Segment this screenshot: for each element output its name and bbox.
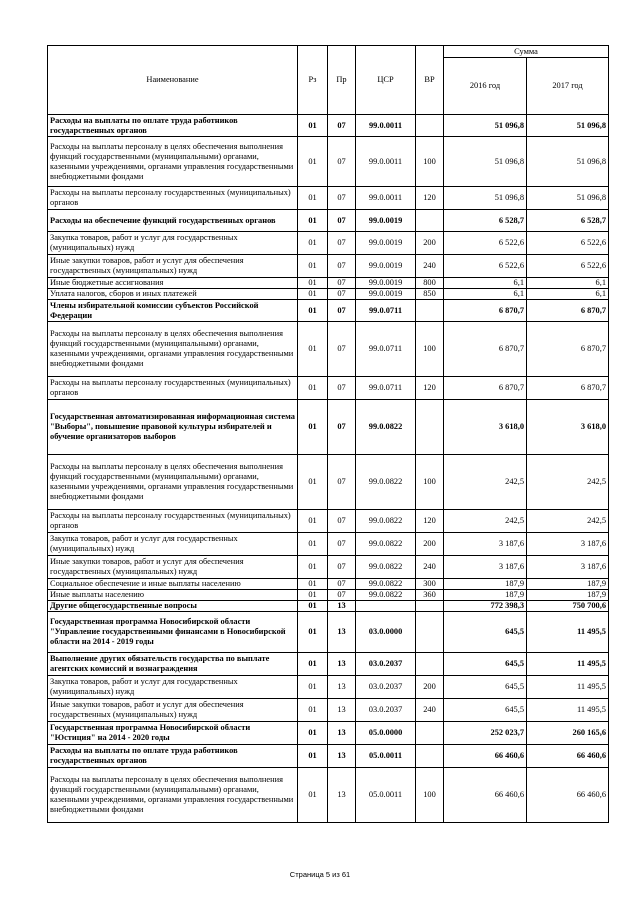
table-row <box>48 255 609 278</box>
row-value-2017: 6 522,6 <box>527 232 609 255</box>
row-vr <box>416 300 444 322</box>
row-name: Расходы на выплаты персоналу государственных (муниципальных) органов <box>48 377 298 400</box>
row-name: Закупка товаров, работ и услуг для государственных (муниципальных) нужд <box>48 676 298 699</box>
table-row <box>48 722 609 745</box>
row-name: Расходы на обеспечение функций государственных органов <box>48 210 298 232</box>
row-value-2017: 6 870,7 <box>527 300 609 322</box>
table-row <box>48 278 609 289</box>
row-rz: 01 <box>298 612 328 653</box>
row-vr: 850 <box>416 289 444 300</box>
header-year-2017: 2017 год <box>527 58 609 115</box>
row-vr: 100 <box>416 768 444 823</box>
row-csr: 05.0.0011 <box>356 745 416 768</box>
row-vr <box>416 400 444 455</box>
row-value-2016: 66 460,6 <box>444 745 527 768</box>
row-csr: 99.0.0822 <box>356 533 416 556</box>
row-csr: 99.0.0822 <box>356 510 416 533</box>
row-csr: 99.0.0019 <box>356 278 416 289</box>
row-pr: 07 <box>328 510 356 533</box>
table-row <box>48 590 609 601</box>
row-value-2016: 645,5 <box>444 676 527 699</box>
row-csr: 99.0.0822 <box>356 455 416 510</box>
row-pr: 07 <box>328 579 356 590</box>
row-csr: 99.0.0711 <box>356 300 416 322</box>
row-value-2017: 66 460,6 <box>527 745 609 768</box>
row-rz: 01 <box>298 255 328 278</box>
row-name: Государственная программа Новосибирской области "Управление государственными финансами в Новосибирской области на 2014 - 2019 годы <box>48 612 298 653</box>
row-value-2016: 645,5 <box>444 612 527 653</box>
row-rz: 01 <box>298 400 328 455</box>
row-name: Члены избирательной комиссии субъектов Российской Федерации <box>48 300 298 322</box>
row-vr: 100 <box>416 455 444 510</box>
table-row <box>48 232 609 255</box>
row-name: Расходы на выплаты по оплате труда работников государственных органов <box>48 745 298 768</box>
row-rz: 01 <box>298 137 328 187</box>
row-value-2016: 6 870,7 <box>444 377 527 400</box>
row-name: Другие общегосударственные вопросы <box>48 601 298 612</box>
row-pr: 13 <box>328 745 356 768</box>
row-value-2017: 3 187,6 <box>527 556 609 579</box>
row-rz: 01 <box>298 722 328 745</box>
row-name: Расходы на выплаты персоналу в целях обеспечения выполнения функций государственными (муниципальными) органами, казенными учреждениями, органами управления государственными внебюджетными фондами <box>48 322 298 377</box>
table-row <box>48 510 609 533</box>
table-row <box>48 653 609 676</box>
row-value-2016: 187,9 <box>444 590 527 601</box>
row-vr: 200 <box>416 676 444 699</box>
header-vr: ВР <box>416 46 444 115</box>
row-vr <box>416 653 444 676</box>
row-rz: 01 <box>298 676 328 699</box>
row-csr <box>356 601 416 612</box>
row-pr: 07 <box>328 187 356 210</box>
row-csr: 03.0.2037 <box>356 676 416 699</box>
row-pr: 13 <box>328 653 356 676</box>
row-name: Уплата налогов, сборов и иных платежей <box>48 289 298 300</box>
row-name: Расходы на выплаты по оплате труда работников государственных органов <box>48 115 298 137</box>
row-pr: 07 <box>328 232 356 255</box>
header-name: Наименование <box>48 46 298 115</box>
row-pr: 13 <box>328 699 356 722</box>
row-rz: 01 <box>298 601 328 612</box>
row-name: Государственная программа Новосибирской области "Юстиция" на 2014 - 2020 годы <box>48 722 298 745</box>
row-name: Закупка товаров, работ и услуг для государственных (муниципальных) нужд <box>48 533 298 556</box>
table-row <box>48 455 609 510</box>
row-pr: 13 <box>328 768 356 823</box>
row-csr: 99.0.0019 <box>356 210 416 232</box>
table-row <box>48 289 609 300</box>
table-row <box>48 745 609 768</box>
row-name: Расходы на выплаты персоналу в целях обеспечения выполнения функций государственными (муниципальными) органами, казенными учреждениями, органами управления государственными внебюджетными фондами <box>48 455 298 510</box>
row-vr: 240 <box>416 556 444 579</box>
row-value-2017: 6,1 <box>527 289 609 300</box>
row-pr: 13 <box>328 722 356 745</box>
row-name: Закупка товаров, работ и услуг для государственных (муниципальных) нужд <box>48 232 298 255</box>
row-value-2016: 3 187,6 <box>444 556 527 579</box>
row-value-2017: 11 495,5 <box>527 699 609 722</box>
row-vr <box>416 210 444 232</box>
row-value-2016: 51 096,8 <box>444 137 527 187</box>
row-pr: 07 <box>328 533 356 556</box>
row-value-2016: 6 870,7 <box>444 300 527 322</box>
row-value-2016: 6,1 <box>444 278 527 289</box>
row-value-2016: 3 618,0 <box>444 400 527 455</box>
row-rz: 01 <box>298 377 328 400</box>
header-csr: ЦСР <box>356 46 416 115</box>
row-pr: 07 <box>328 137 356 187</box>
row-csr: 99.0.0019 <box>356 289 416 300</box>
table-row <box>48 300 609 322</box>
row-vr: 360 <box>416 590 444 601</box>
row-name: Расходы на выплаты персоналу государственных (муниципальных) органов <box>48 187 298 210</box>
row-rz: 01 <box>298 115 328 137</box>
row-csr: 99.0.0011 <box>356 115 416 137</box>
row-value-2016: 252 023,7 <box>444 722 527 745</box>
row-vr: 100 <box>416 137 444 187</box>
row-vr: 100 <box>416 322 444 377</box>
row-name: Иные бюджетные ассигнования <box>48 278 298 289</box>
header-year-2016: 2016 год <box>444 58 527 115</box>
row-name: Расходы на выплаты персоналу государственных (муниципальных) органов <box>48 510 298 533</box>
row-pr: 07 <box>328 210 356 232</box>
row-csr: 99.0.0822 <box>356 590 416 601</box>
table-row <box>48 768 609 823</box>
row-vr <box>416 612 444 653</box>
row-rz: 01 <box>298 745 328 768</box>
row-value-2016: 242,5 <box>444 510 527 533</box>
row-pr: 07 <box>328 289 356 300</box>
table-row <box>48 400 609 455</box>
table-row <box>48 579 609 590</box>
row-value-2016: 3 187,6 <box>444 533 527 556</box>
row-pr: 07 <box>328 455 356 510</box>
row-pr: 07 <box>328 255 356 278</box>
row-value-2016: 66 460,6 <box>444 768 527 823</box>
row-rz: 01 <box>298 455 328 510</box>
budget-table <box>47 45 609 823</box>
row-name: Выполнение других обязательств государства по выплате агентских комиссий и вознаграждения <box>48 653 298 676</box>
row-rz: 01 <box>298 322 328 377</box>
row-name: Иные закупки товаров, работ и услуг для обеспечения государственных (муниципальных) нужд <box>48 255 298 278</box>
row-rz: 01 <box>298 232 328 255</box>
row-value-2017: 187,9 <box>527 590 609 601</box>
table-row <box>48 115 609 137</box>
row-name: Иные закупки товаров, работ и услуг для обеспечения государственных (муниципальных) нужд <box>48 556 298 579</box>
row-rz: 01 <box>298 210 328 232</box>
row-value-2016: 6 522,6 <box>444 255 527 278</box>
row-csr: 99.0.0019 <box>356 232 416 255</box>
row-value-2017: 51 096,8 <box>527 187 609 210</box>
row-rz: 01 <box>298 187 328 210</box>
row-name: Социальное обеспечение и иные выплаты населению <box>48 579 298 590</box>
row-rz: 01 <box>298 699 328 722</box>
table-row <box>48 377 609 400</box>
row-vr: 120 <box>416 510 444 533</box>
row-value-2017: 3 618,0 <box>527 400 609 455</box>
row-csr: 99.0.0822 <box>356 579 416 590</box>
row-value-2017: 3 187,6 <box>527 533 609 556</box>
row-value-2016: 51 096,8 <box>444 115 527 137</box>
row-rz: 01 <box>298 768 328 823</box>
row-value-2017: 11 495,5 <box>527 612 609 653</box>
row-vr: 240 <box>416 699 444 722</box>
row-csr: 05.0.0011 <box>356 768 416 823</box>
row-value-2017: 11 495,5 <box>527 653 609 676</box>
table-row <box>48 676 609 699</box>
row-value-2016: 51 096,8 <box>444 187 527 210</box>
row-pr: 07 <box>328 590 356 601</box>
row-vr: 200 <box>416 232 444 255</box>
row-pr: 13 <box>328 676 356 699</box>
row-pr: 07 <box>328 278 356 289</box>
row-name: Иные выплаты населению <box>48 590 298 601</box>
row-value-2017: 11 495,5 <box>527 676 609 699</box>
header-rz: Рз <box>298 46 328 115</box>
row-vr <box>416 601 444 612</box>
row-vr: 800 <box>416 278 444 289</box>
row-value-2017: 6,1 <box>527 278 609 289</box>
row-value-2016: 645,5 <box>444 699 527 722</box>
row-vr: 300 <box>416 579 444 590</box>
row-value-2017: 51 096,8 <box>527 115 609 137</box>
row-pr: 13 <box>328 612 356 653</box>
row-pr: 07 <box>328 300 356 322</box>
header-pr: Пр <box>328 46 356 115</box>
row-csr: 99.0.0711 <box>356 377 416 400</box>
row-value-2017: 6 870,7 <box>527 377 609 400</box>
row-name: Иные закупки товаров, работ и услуг для обеспечения государственных (муниципальных) нужд <box>48 699 298 722</box>
row-vr <box>416 745 444 768</box>
row-value-2016: 242,5 <box>444 455 527 510</box>
table-row <box>48 612 609 653</box>
row-csr: 03.0.2037 <box>356 653 416 676</box>
row-vr: 120 <box>416 377 444 400</box>
row-value-2017: 242,5 <box>527 455 609 510</box>
row-csr: 99.0.0011 <box>356 137 416 187</box>
row-csr: 03.0.0000 <box>356 612 416 653</box>
row-value-2016: 6 528,7 <box>444 210 527 232</box>
row-csr: 99.0.0019 <box>356 255 416 278</box>
row-pr: 07 <box>328 556 356 579</box>
row-vr: 200 <box>416 533 444 556</box>
row-rz: 01 <box>298 289 328 300</box>
row-value-2017: 6 528,7 <box>527 210 609 232</box>
row-pr: 13 <box>328 601 356 612</box>
row-csr: 05.0.0000 <box>356 722 416 745</box>
row-value-2017: 66 460,6 <box>527 768 609 823</box>
row-csr: 03.0.2037 <box>356 699 416 722</box>
row-vr: 240 <box>416 255 444 278</box>
row-rz: 01 <box>298 300 328 322</box>
table-row <box>48 137 609 187</box>
row-name: Расходы на выплаты персоналу в целях обеспечения выполнения функций государственными (муниципальными) органами, казенными учреждениями, органами управления государственными внебюджетными фондами <box>48 768 298 823</box>
row-rz: 01 <box>298 579 328 590</box>
table-row <box>48 556 609 579</box>
row-rz: 01 <box>298 278 328 289</box>
row-pr: 07 <box>328 377 356 400</box>
row-value-2017: 750 700,6 <box>527 601 609 612</box>
row-value-2016: 6 522,6 <box>444 232 527 255</box>
row-pr: 07 <box>328 400 356 455</box>
row-value-2016: 645,5 <box>444 653 527 676</box>
table-row <box>48 322 609 377</box>
row-value-2016: 772 398,3 <box>444 601 527 612</box>
row-csr: 99.0.0711 <box>356 322 416 377</box>
row-value-2017: 260 165,6 <box>527 722 609 745</box>
row-rz: 01 <box>298 533 328 556</box>
row-vr: 120 <box>416 187 444 210</box>
row-value-2017: 6 522,6 <box>527 255 609 278</box>
row-csr: 99.0.0822 <box>356 400 416 455</box>
row-pr: 07 <box>328 115 356 137</box>
row-vr <box>416 722 444 745</box>
row-value-2017: 242,5 <box>527 510 609 533</box>
row-rz: 01 <box>298 590 328 601</box>
table-row <box>48 533 609 556</box>
row-value-2017: 51 096,8 <box>527 137 609 187</box>
row-value-2016: 6,1 <box>444 289 527 300</box>
row-value-2017: 6 870,7 <box>527 322 609 377</box>
row-value-2016: 6 870,7 <box>444 322 527 377</box>
row-name: Расходы на выплаты персоналу в целях обеспечения выполнения функций государственными (муниципальными) органами, казенными учреждениями, органами управления государственными внебюджетными фондами <box>48 137 298 187</box>
header-sum: Сумма <box>444 46 609 58</box>
table-row <box>48 187 609 210</box>
row-rz: 01 <box>298 556 328 579</box>
row-rz: 01 <box>298 653 328 676</box>
budget-table-body <box>48 115 609 823</box>
row-value-2016: 187,9 <box>444 579 527 590</box>
row-rz: 01 <box>298 510 328 533</box>
row-value-2017: 187,9 <box>527 579 609 590</box>
table-row <box>48 210 609 232</box>
table-row <box>48 699 609 722</box>
row-vr <box>416 115 444 137</box>
table-row <box>48 601 609 612</box>
row-pr: 07 <box>328 322 356 377</box>
row-csr: 99.0.0011 <box>356 187 416 210</box>
row-name: Государственная автоматизированная информационная система "Выборы", повышение правовой культуры избирателей и обучение организаторов выборов <box>48 400 298 455</box>
row-csr: 99.0.0822 <box>356 556 416 579</box>
page-footer: Страница 5 из 61 <box>289 870 351 879</box>
